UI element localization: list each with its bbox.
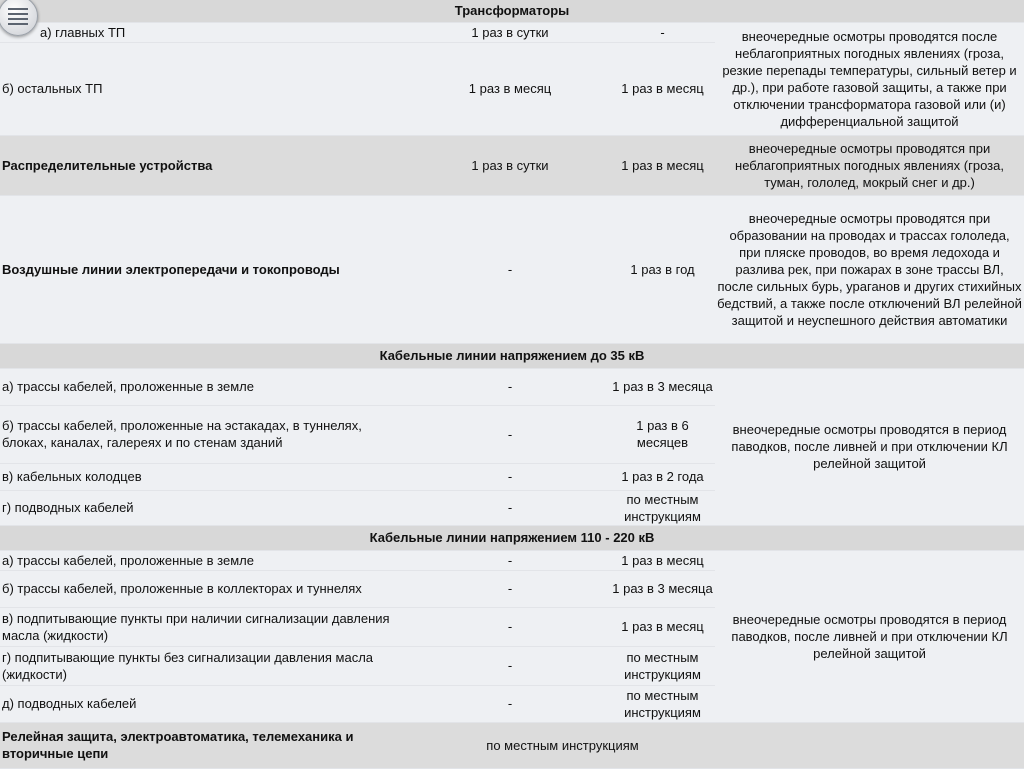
row-name: в) подпитывающие пункты при наличии сигнализации давления масла (жидкости) bbox=[0, 607, 410, 646]
cell-freq-1: - bbox=[410, 195, 610, 343]
cell-freq-2: по местным инструкциям bbox=[610, 685, 715, 722]
row-note: внеочередные осмотры проводятся в период паводков, после ливней и при отключении КЛ релейной защитой bbox=[715, 368, 1024, 525]
row-note: внеочередные осмотры проводятся после неблагоприятных погодных явлениях (гроза, резкие перепады температуры, сильный ветер и др.), при работе газовой защиты, а также при отключении трансформатора газовой или (и) дифференциальной защитой bbox=[715, 22, 1024, 135]
section-title: Трансформаторы bbox=[0, 0, 1024, 22]
cell-freq-1: 1 раз в сутки bbox=[410, 22, 610, 42]
table-row bbox=[0, 22, 1024, 42]
cell-freq-1: - bbox=[410, 368, 610, 405]
section-header bbox=[0, 525, 1024, 550]
cell-freq-2: 1 раз в месяц bbox=[610, 550, 715, 570]
table-row bbox=[0, 195, 1024, 343]
cell-freq-1: 1 раз в сутки bbox=[410, 135, 610, 195]
section-title: Кабельные линии напряжением 110 - 220 кВ bbox=[0, 525, 1024, 550]
cell-freq-1: - bbox=[410, 685, 610, 722]
cell-freq-2: 1 раз в месяц bbox=[610, 135, 715, 195]
row-note: внеочередные осмотры проводятся при неблагоприятных погодных явлениях (гроза, туман, гололед, мокрый снег и др.) bbox=[715, 135, 1024, 195]
table-row bbox=[0, 550, 1024, 570]
table-row bbox=[0, 368, 1024, 405]
cell-freq-1: - bbox=[410, 550, 610, 570]
row-name: Релейная защита, электроавтоматика, телемеханика и вторичные цепи bbox=[0, 722, 410, 768]
row-name: б) трассы кабелей, проложенные в коллекторах и туннелях bbox=[0, 570, 410, 607]
cell-freq-2: 1 раз в 3 месяца bbox=[610, 368, 715, 405]
row-note: внеочередные осмотры проводятся при образовании на проводах и трассах гололеда, при пляске проводов, во время ледохода и разлива рек, при пожарах в зоне трассы ВЛ, после сильных бурь, ураганов и других стихийных бедствий, а также после отключений ВЛ релейной защитой и неуспешного действия автоматики bbox=[715, 195, 1024, 343]
row-name: б) остальных ТП bbox=[0, 42, 410, 135]
cell-freq-1: - bbox=[410, 607, 610, 646]
cell-freq-2: по местным инструкциям bbox=[610, 490, 715, 525]
row-name: Воздушные линии электропередачи и токопроводы bbox=[0, 195, 410, 343]
row-name: а) трассы кабелей, проложенные в земле bbox=[0, 550, 410, 570]
cell-freq-2: по местным инструкциям bbox=[610, 646, 715, 685]
cell-freq-2: - bbox=[610, 22, 715, 42]
row-name: а) главных ТП bbox=[0, 22, 410, 42]
section-title: Кабельные линии напряжением до 35 кВ bbox=[0, 343, 1024, 368]
cell-freq-2: 1 раз в месяц bbox=[610, 607, 715, 646]
row-name: Распределительные устройства bbox=[0, 135, 410, 195]
cell-freq-2: 1 раз в 6 месяцев bbox=[610, 405, 715, 463]
section-header bbox=[0, 343, 1024, 368]
section-header bbox=[0, 0, 1024, 22]
cell-freq-2: 1 раз в месяц bbox=[610, 42, 715, 135]
cell-freq-2: 1 раз в 2 года bbox=[610, 463, 715, 490]
row-name: г) подводных кабелей bbox=[0, 490, 410, 525]
row-name: г) подпитывающие пункты без сигнализации давления масла (жидкости) bbox=[0, 646, 410, 685]
cell-freq-2: 1 раз в год bbox=[610, 195, 715, 343]
cell-freq-2: 1 раз в 3 месяца bbox=[610, 570, 715, 607]
cell-freq: по местным инструкциям bbox=[410, 722, 715, 768]
cell-freq-1: - bbox=[410, 490, 610, 525]
cell-freq-1: - bbox=[410, 463, 610, 490]
row-note: внеочередные осмотры проводятся в период паводков, после ливней и при отключении КЛ релейной защитой bbox=[715, 550, 1024, 722]
table-row bbox=[0, 722, 1024, 768]
list-icon bbox=[8, 8, 28, 10]
table-row bbox=[0, 135, 1024, 195]
row-name: а) трассы кабелей, проложенные в земле bbox=[0, 368, 410, 405]
row-name: в) кабельных колодцев bbox=[0, 463, 410, 490]
row-name: д) подводных кабелей bbox=[0, 685, 410, 722]
cell-freq-1: - bbox=[410, 570, 610, 607]
cell-freq-1: 1 раз в месяц bbox=[410, 42, 610, 135]
cell-freq-1: - bbox=[410, 646, 610, 685]
row-name: б) трассы кабелей, проложенные на эстакадах, в туннелях, блоках, каналах, галереях и по стенам зданий bbox=[0, 405, 410, 463]
cell-freq-1: - bbox=[410, 405, 610, 463]
row-note bbox=[715, 722, 1024, 768]
